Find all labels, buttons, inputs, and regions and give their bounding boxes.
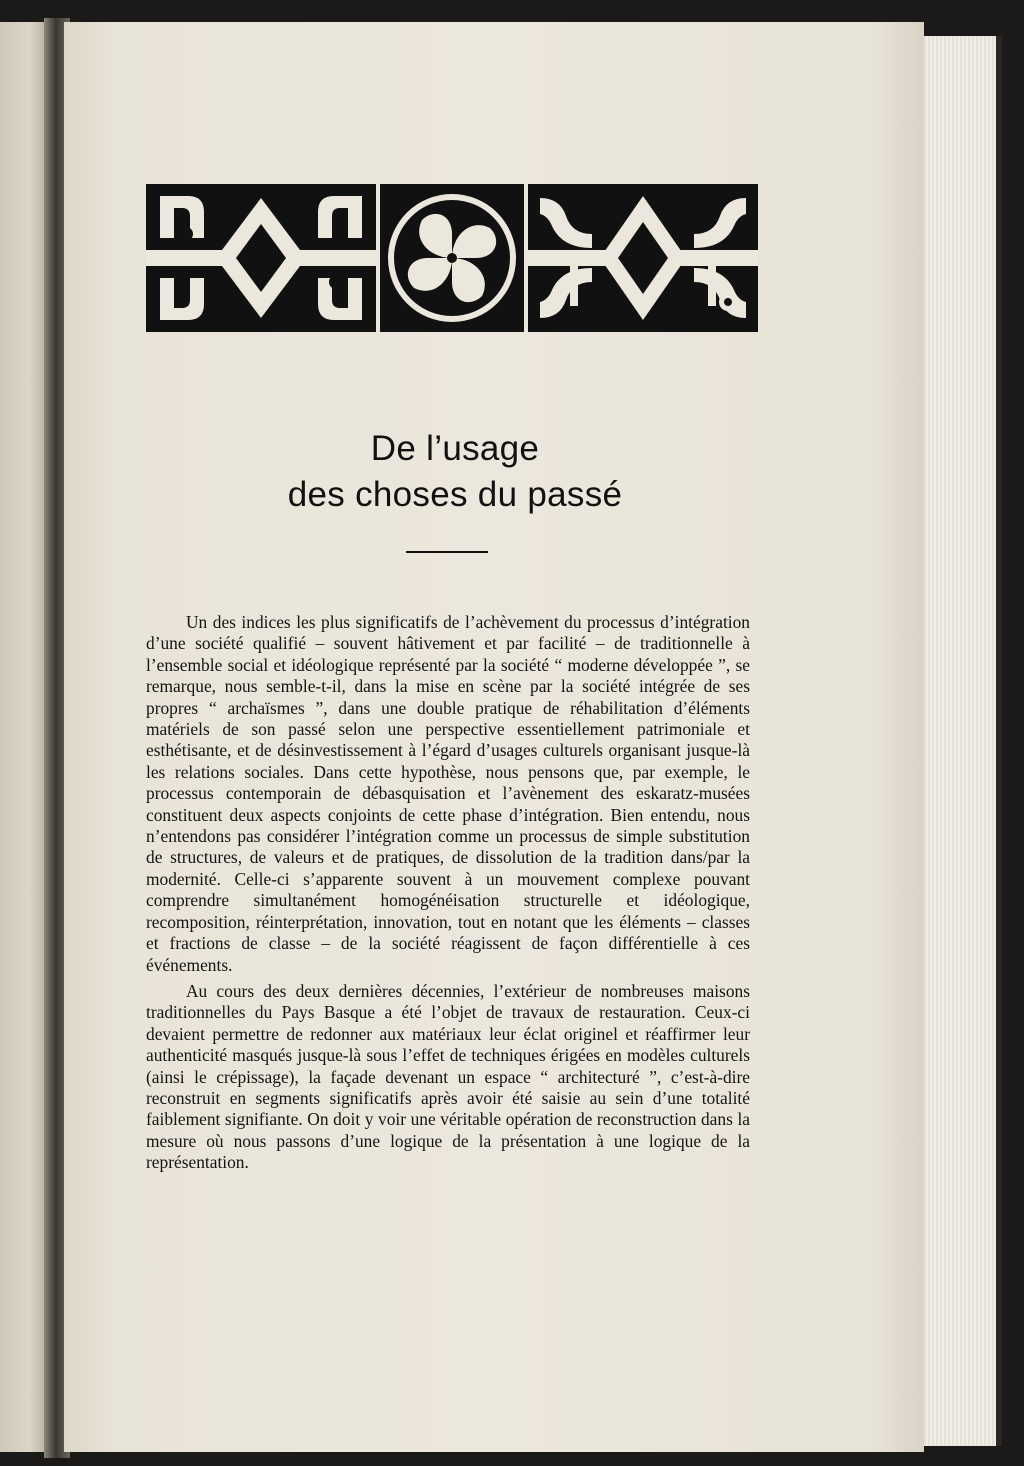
chapter-title: [190, 426, 720, 518]
lauburu-icon: [380, 184, 524, 332]
title-divider: [406, 551, 488, 553]
title-line-1: De l’usage: [370, 429, 540, 468]
title-line-2: des choses du passé: [287, 475, 623, 514]
ornament-left-panel: [146, 184, 376, 332]
paragraph: Un des indices les plus significatifs de l’achèvement du processus d’intégration d’une société qualifié – souvent hâtivement et par facilité – de traditionnelle à l’ensemble social et idéologique représenté par la société “ moderne développée ”, se remarque, nous semble-t-il, dans la mise en scène par la société intégrée de ses propres “ archaïsmes ”, dans une double pratique de réhabilitation d’éléments matériels de son passé selon une perspective essentiellement patrimoniale et esthétisante, et de désinvestissement à l’égard d’usages culturels organisant jusque-là les relations sociales. Dans cette hypothèse, nous pensons que, par exemple, le processus contemporain de débasquisation et l’avènement des eskaratz-musées constituent deux aspects conjoints de cette phase d’intégration. Bien entendu, nous n’entendons pas considérer l’intégration comme un processus de simple substitution de structures, de valeurs et de pratiques, de dissolution de la tradition dans/par la modernité. Celle-ci s’apparente souvent à un mouvement complexe pouvant comprendre simultanément homogénéisation structurelle et idéologique, recomposition, réinterprétation, innovation, tout en notant que les éléments – classes et fractions de classe – de la société réagissent de façon différentielle à ces événements.: [146, 612, 750, 975]
facing-page-edge: [0, 22, 48, 1452]
ornament-right-panel: [528, 184, 758, 332]
page-block-edges: [916, 36, 996, 1446]
basque-ornament-banner: [146, 184, 758, 332]
paragraph: Au cours des deux dernières décennies, l’extérieur de nombreuses maisons traditionnelles du Pays Basque a été l’objet de travaux de restauration. Ceux-ci devaient permettre de redonner aux matériaux leur éclat originel et réaffirmer leur authenticité masqués jusque-là sous l’effet de techniques érigées en modèles culturels (ainsi le crépissage), la façade devenant un espace “ architecturé ”, c’est-à-dire reconstruit en segments significatifs après avoir été saisie au sein d’une totalité faiblement signifiante. On doit y voir une véritable opération de reconstruction dans la mesure où nous passons d’une logique de la présentation à une logique de la représentation.: [146, 980, 750, 1173]
body-text: [146, 612, 750, 1174]
